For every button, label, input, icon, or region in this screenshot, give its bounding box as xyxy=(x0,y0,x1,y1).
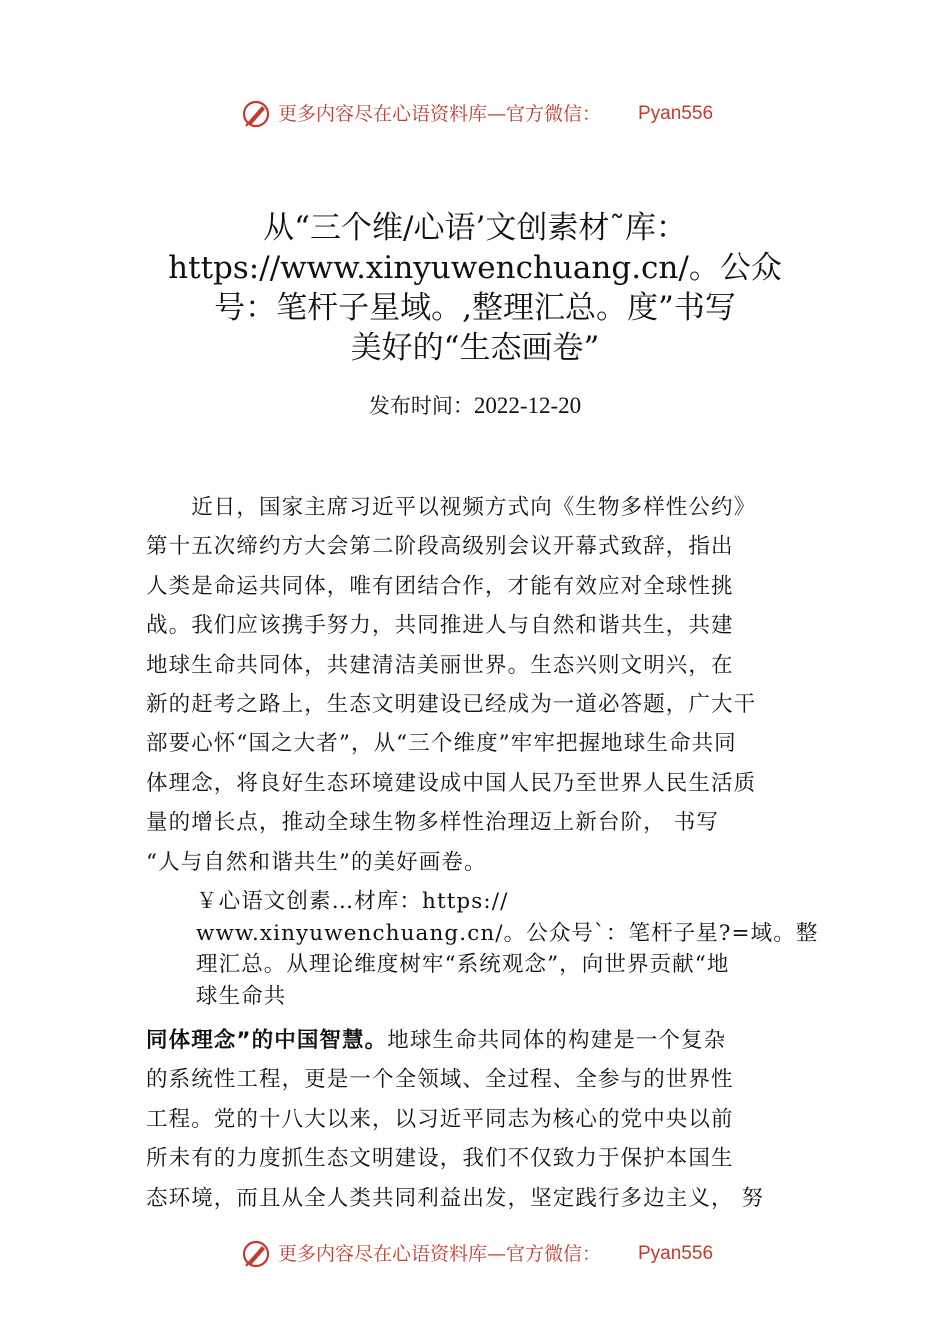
quote-block xyxy=(196,886,846,1012)
text-line: 体理念，将良好生态环境建设成中国人民乃至世界人民生活质 xyxy=(146,770,757,796)
banner-text: 更多内容尽在心语资料库—官方微信： xyxy=(278,1243,602,1265)
text-line: 第十五次缔约方大会第二阶段高级别会议开幕式致辞，指出 xyxy=(146,534,734,560)
title-line: https://www.xinyuwenchuang.cn/。公众 xyxy=(168,250,782,286)
first-line-rest: 地球生命共同体的构建是一个复杂 xyxy=(387,1028,727,1053)
text-line: 量的增长点，推动全球生物多样性治理迈上新台阶， 书写 xyxy=(146,810,719,836)
header-banner xyxy=(0,94,950,134)
title-line: 号：笔杆子星域。,整理汇总。度”书写 xyxy=(214,290,736,326)
paragraph-1 xyxy=(146,488,836,882)
text-line: 战。我们应该携手努力，共同推进人与自然和谐共生，共建 xyxy=(146,613,734,639)
publish-date-value: 2022-12-20 xyxy=(473,393,582,418)
text-line: 地球生命共同体，共建清洁美丽世界。生态兴则文明兴，在 xyxy=(146,652,734,678)
title-line: 从“三个维/心语’文创素材˜库： xyxy=(263,210,687,246)
text-line: 态环境，而且从全人类共同利益出发，坚定践行多边主义， 努 xyxy=(146,1185,765,1211)
publish-label: 发布时间： xyxy=(368,394,474,418)
text-line: “人与自然和谐共生”的美好画卷。 xyxy=(146,849,487,875)
quote-line: 理汇总。从理论维度树牢“系统观念”，向世界贡献“地 xyxy=(196,952,730,977)
pen-logo-icon xyxy=(240,98,272,130)
page-title xyxy=(140,208,810,368)
text-line: 所未有的力度抓生态文明建设，我们不仅致力于保护本国生 xyxy=(146,1146,734,1172)
banner-wechat-id: Pyan556 xyxy=(638,1243,714,1264)
footer-banner xyxy=(0,1234,950,1274)
text-line xyxy=(146,1021,836,1060)
text-line: 人类是命运共同体，唯有团结合作，才能有效应对全球性挑 xyxy=(146,573,734,599)
text-line: 的系统性工程，更是一个全领域、全过程、全参与的世界性 xyxy=(146,1067,734,1093)
banner-wechat-id: Pyan556 xyxy=(638,103,714,124)
banner-text: 更多内容尽在心语资料库—官方微信： xyxy=(278,103,602,125)
pen-logo-icon xyxy=(240,1238,272,1270)
text-line: 部要心怀“国之大者”，从“三个维度”牢牢把握地球生命共同 xyxy=(146,731,737,757)
title-line: 美好的“生态画卷” xyxy=(350,330,600,366)
publish-date xyxy=(0,392,950,420)
text-line: 近日，国家主席习近平以视频方式向《生物多样性公约》 xyxy=(146,495,757,520)
text-line: 工程。党的十八大以来，以习近平同志为核心的党中央以前 xyxy=(146,1106,734,1132)
paragraph-2 xyxy=(146,1021,836,1218)
text-line: 新的赶考之路上，生态文明建设已经成为一道必答题，广大干 xyxy=(146,691,757,717)
quote-line: 球生命共 xyxy=(196,983,287,1009)
quote-line: ￥心语文创素…材库：https:// xyxy=(196,889,509,914)
bold-lead: 同体理念”的中国智慧。 xyxy=(146,1028,388,1053)
quote-line: www.xinyuwenchuang.cn/。公众号`：笔杆子星?=域。整 xyxy=(196,920,819,946)
